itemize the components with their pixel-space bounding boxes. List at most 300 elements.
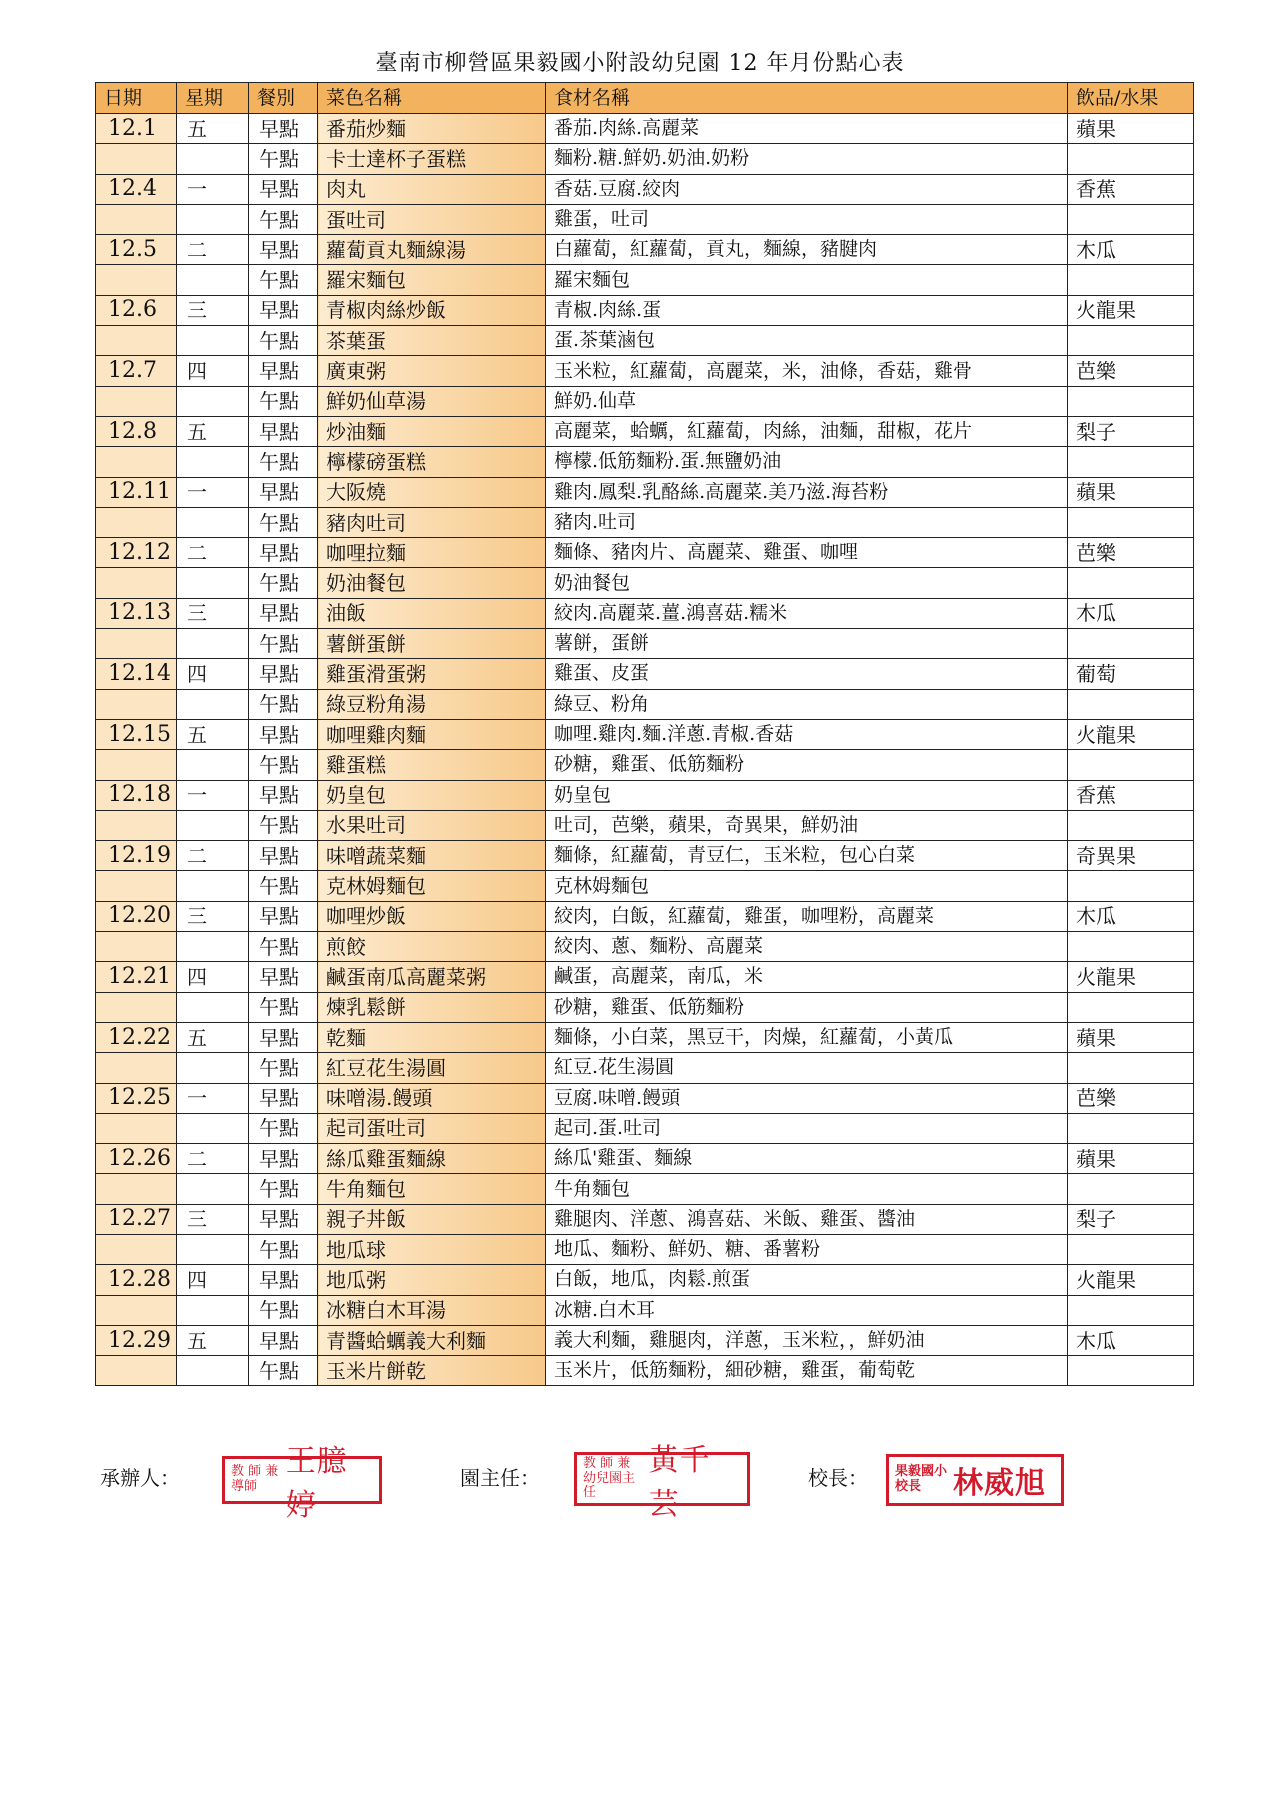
weekday-cell [177, 1234, 249, 1264]
table-row [96, 386, 1194, 416]
date-cell [96, 507, 177, 537]
date-cell: 12.26 [96, 1144, 177, 1174]
dish-name-cell: 番茄炒麵 [318, 114, 546, 144]
dish-name-cell: 咖哩雞肉麵 [318, 719, 546, 749]
table-row [96, 1325, 1194, 1355]
table-row [96, 659, 1194, 689]
ingredients-cell: 冰糖.白木耳 [546, 1295, 1068, 1325]
meal-type-cell: 早點 [249, 719, 318, 749]
fruit-cell: 木瓜 [1068, 235, 1194, 265]
table-row [96, 477, 1194, 507]
weekday-cell [177, 1113, 249, 1143]
fruit-cell: 蘋果 [1068, 477, 1194, 507]
table-row [96, 144, 1194, 174]
weekday-cell [177, 992, 249, 1022]
date-cell: 12.4 [96, 174, 177, 204]
header-fruit: 飲品/水果 [1068, 83, 1194, 114]
meal-type-cell: 早點 [249, 538, 318, 568]
weekday-cell [177, 144, 249, 174]
dish-name-cell: 青椒肉絲炒飯 [318, 295, 546, 325]
fruit-cell: 芭樂 [1068, 356, 1194, 386]
dish-name-cell: 親子丼飯 [318, 1204, 546, 1234]
fruit-cell: 奇異果 [1068, 841, 1194, 871]
principal-label: 校長： [808, 1466, 868, 1490]
handler-label: 承辦人： [100, 1466, 180, 1490]
date-cell [96, 1053, 177, 1083]
fruit-cell [1068, 1295, 1194, 1325]
ingredients-cell: 砂糖，雞蛋、低筋麵粉 [546, 992, 1068, 1022]
fruit-cell [1068, 1234, 1194, 1264]
table-row [96, 356, 1194, 386]
weekday-cell: 四 [177, 356, 249, 386]
fruit-cell [1068, 144, 1194, 174]
table-row [96, 1234, 1194, 1264]
dish-name-cell: 大阪燒 [318, 477, 546, 507]
principal-stamp-name: 林威旭 [953, 1466, 1046, 1501]
date-cell: 12.27 [96, 1204, 177, 1234]
date-cell [96, 932, 177, 962]
header-weekday: 星期 [177, 83, 249, 114]
header-ingredients: 食材名稱 [546, 83, 1068, 114]
table-body [96, 114, 1194, 1386]
meal-type-cell: 早點 [249, 962, 318, 992]
fruit-cell: 火龍果 [1068, 295, 1194, 325]
table-row [96, 538, 1194, 568]
fruit-cell: 芭樂 [1068, 538, 1194, 568]
dish-name-cell: 薯餅蛋餅 [318, 629, 546, 659]
weekday-cell: 一 [177, 477, 249, 507]
dish-name-cell: 克林姆麵包 [318, 871, 546, 901]
meal-type-cell: 早點 [249, 1022, 318, 1052]
meal-type-cell: 午點 [249, 507, 318, 537]
ingredients-cell: 香菇.豆腐.絞肉 [546, 174, 1068, 204]
meal-type-cell: 午點 [249, 810, 318, 840]
meal-type-cell: 午點 [249, 689, 318, 719]
ingredients-cell: 紅豆.花生湯圓 [546, 1053, 1068, 1083]
table-row [96, 901, 1194, 931]
weekday-cell [177, 871, 249, 901]
dish-name-cell: 炒油麵 [318, 416, 546, 446]
page-title: 臺南市柳營區果毅國小附設幼兒園 12 年月份點心表 [375, 51, 905, 76]
ingredients-cell: 雞蛋，吐司 [546, 204, 1068, 234]
meal-type-cell: 午點 [249, 204, 318, 234]
fruit-cell: 木瓜 [1068, 901, 1194, 931]
meal-type-cell: 早點 [249, 477, 318, 507]
date-cell: 12.28 [96, 1265, 177, 1295]
table-row [96, 719, 1194, 749]
weekday-cell: 四 [177, 659, 249, 689]
fruit-cell [1068, 507, 1194, 537]
meal-type-cell: 午點 [249, 386, 318, 416]
ingredients-cell: 地瓜、麵粉、鮮奶、糖、番薯粉 [546, 1234, 1068, 1264]
meal-type-cell: 早點 [249, 901, 318, 931]
date-cell [96, 265, 177, 295]
weekday-cell: 一 [177, 1083, 249, 1113]
dish-name-cell: 牛角麵包 [318, 1174, 546, 1204]
date-cell: 12.8 [96, 416, 177, 446]
dish-name-cell: 地瓜球 [318, 1234, 546, 1264]
weekday-cell [177, 204, 249, 234]
date-cell: 12.11 [96, 477, 177, 507]
ingredients-cell: 奶皇包 [546, 780, 1068, 810]
dish-name-cell: 咖哩炒飯 [318, 901, 546, 931]
date-cell [96, 326, 177, 356]
date-cell: 12.14 [96, 659, 177, 689]
ingredients-cell: 麵條、豬肉片、高麗菜、雞蛋、咖哩 [546, 538, 1068, 568]
meal-type-cell: 午點 [249, 750, 318, 780]
dish-name-cell: 雞蛋滑蛋粥 [318, 659, 546, 689]
weekday-cell [177, 1295, 249, 1325]
dish-name-cell: 起司蛋吐司 [318, 1113, 546, 1143]
table-row [96, 780, 1194, 810]
date-cell [96, 447, 177, 477]
weekday-cell: 三 [177, 598, 249, 628]
fruit-cell: 香蕉 [1068, 780, 1194, 810]
dish-name-cell: 蘿蔔貢丸麵線湯 [318, 235, 546, 265]
dish-name-cell: 咖哩拉麵 [318, 538, 546, 568]
ingredients-cell: 高麗菜，蛤蠣，紅蘿蔔，肉絲，油麵，甜椒，花片 [546, 416, 1068, 446]
fruit-cell [1068, 689, 1194, 719]
fruit-cell [1068, 750, 1194, 780]
ingredients-cell: 番茄.肉絲.高麗菜 [546, 114, 1068, 144]
meal-type-cell: 午點 [249, 265, 318, 295]
dish-name-cell: 鹹蛋南瓜高麗菜粥 [318, 962, 546, 992]
date-cell [96, 1113, 177, 1143]
table-row [96, 992, 1194, 1022]
ingredients-cell: 玉米粒，紅蘿蔔，高麗菜，米，油條，香菇，雞骨 [546, 356, 1068, 386]
weekday-cell: 四 [177, 962, 249, 992]
date-cell: 12.20 [96, 901, 177, 931]
meal-type-cell: 早點 [249, 1144, 318, 1174]
fruit-cell: 香蕉 [1068, 174, 1194, 204]
fruit-cell [1068, 629, 1194, 659]
table-row [96, 689, 1194, 719]
meal-type-cell: 早點 [249, 416, 318, 446]
ingredients-cell: 咖哩.雞肉.麵.洋蔥.青椒.香菇 [546, 719, 1068, 749]
ingredients-cell: 義大利麵，雞腿肉，洋蔥，玉米粒，，鮮奶油 [546, 1325, 1068, 1355]
dish-name-cell: 冰糖白木耳湯 [318, 1295, 546, 1325]
ingredients-cell: 檸檬.低筋麵粉.蛋.無鹽奶油 [546, 447, 1068, 477]
meal-type-cell: 早點 [249, 1204, 318, 1234]
ingredients-cell: 白飯，地瓜，肉鬆.煎蛋 [546, 1265, 1068, 1295]
weekday-cell: 一 [177, 780, 249, 810]
fruit-cell [1068, 386, 1194, 416]
weekday-cell [177, 447, 249, 477]
meal-type-cell: 早點 [249, 1083, 318, 1113]
fruit-cell: 蘋果 [1068, 1144, 1194, 1174]
table-row [96, 204, 1194, 234]
meal-type-cell: 午點 [249, 1174, 318, 1204]
date-cell [96, 992, 177, 1022]
signature-row [0, 1443, 1280, 1542]
meal-type-cell: 早點 [249, 174, 318, 204]
fruit-cell: 梨子 [1068, 1204, 1194, 1234]
weekday-cell [177, 750, 249, 780]
table-row [96, 932, 1194, 962]
weekday-cell: 三 [177, 295, 249, 325]
fruit-cell: 木瓜 [1068, 598, 1194, 628]
ingredients-cell: 麵條，小白菜，黑豆干，肉燥，紅蘿蔔，小黃瓜 [546, 1022, 1068, 1052]
meal-type-cell: 午點 [249, 1234, 318, 1264]
ingredients-cell: 起司.蛋.吐司 [546, 1113, 1068, 1143]
director-stamp-name: 黃千芸 [648, 1443, 711, 1522]
date-cell: 12.12 [96, 538, 177, 568]
weekday-cell [177, 1053, 249, 1083]
ingredients-cell: 雞腿肉、洋蔥、鴻喜菇、米飯、雞蛋、醬油 [546, 1204, 1068, 1234]
fruit-cell [1068, 265, 1194, 295]
weekday-cell [177, 810, 249, 840]
fruit-cell [1068, 871, 1194, 901]
dish-name-cell: 肉丸 [318, 174, 546, 204]
date-cell [96, 1356, 177, 1386]
meal-type-cell: 午點 [249, 144, 318, 174]
meal-type-cell: 午點 [249, 1053, 318, 1083]
dish-name-cell: 卡士達杯子蛋糕 [318, 144, 546, 174]
date-cell [96, 810, 177, 840]
meal-type-cell: 午點 [249, 1113, 318, 1143]
fruit-cell: 火龍果 [1068, 719, 1194, 749]
meal-type-cell: 早點 [249, 356, 318, 386]
weekday-cell: 五 [177, 1325, 249, 1355]
date-cell: 12.7 [96, 356, 177, 386]
dish-name-cell: 煎餃 [318, 932, 546, 962]
date-cell: 12.29 [96, 1325, 177, 1355]
table-row [96, 174, 1194, 204]
meal-type-cell: 早點 [249, 598, 318, 628]
date-cell [96, 871, 177, 901]
ingredients-cell: 克林姆麵包 [546, 871, 1068, 901]
fruit-cell [1068, 204, 1194, 234]
fruit-cell [1068, 1356, 1194, 1386]
meal-type-cell: 早點 [249, 1325, 318, 1355]
meal-type-cell: 午點 [249, 629, 318, 659]
fruit-cell: 梨子 [1068, 416, 1194, 446]
table-row [96, 1022, 1194, 1052]
ingredients-cell: 吐司，芭樂，蘋果，奇異果，鮮奶油 [546, 810, 1068, 840]
fruit-cell: 木瓜 [1068, 1325, 1194, 1355]
ingredients-cell: 玉米片，低筋麵粉，細砂糖，雞蛋，葡萄乾 [546, 1356, 1068, 1386]
table-row [96, 1295, 1194, 1325]
table-row [96, 114, 1194, 144]
fruit-cell [1068, 1113, 1194, 1143]
handler-stamp-name: 王臆婷 [285, 1444, 348, 1523]
principal-stamp-title: 果毅國小 校長 [895, 1464, 948, 1494]
ingredients-cell: 薯餅，蛋餅 [546, 629, 1068, 659]
fruit-cell [1068, 447, 1194, 477]
ingredients-cell: 絞肉、蔥、麵粉、高麗菜 [546, 932, 1068, 962]
dish-name-cell: 雞蛋糕 [318, 750, 546, 780]
weekday-cell: 五 [177, 1022, 249, 1052]
weekday-cell: 二 [177, 841, 249, 871]
ingredients-cell: 絲瓜'雞蛋、麵線 [546, 1144, 1068, 1174]
dish-name-cell: 奶皇包 [318, 780, 546, 810]
header-dish: 菜色名稱 [318, 83, 546, 114]
table-row [96, 507, 1194, 537]
fruit-cell: 蘋果 [1068, 1022, 1194, 1052]
ingredients-cell: 麵粉.糖.鮮奶.奶油.奶粉 [546, 144, 1068, 174]
dish-name-cell: 絲瓜雞蛋麵線 [318, 1144, 546, 1174]
dish-name-cell: 味噌蔬菜麵 [318, 841, 546, 871]
dish-name-cell: 煉乳鬆餅 [318, 992, 546, 1022]
weekday-cell [177, 689, 249, 719]
ingredients-cell: 綠豆、粉角 [546, 689, 1068, 719]
table-row [96, 629, 1194, 659]
date-cell: 12.19 [96, 841, 177, 871]
weekday-cell: 五 [177, 416, 249, 446]
weekday-cell: 二 [177, 235, 249, 265]
meal-type-cell: 早點 [249, 114, 318, 144]
table-row [96, 1204, 1194, 1234]
weekday-cell: 三 [177, 1204, 249, 1234]
ingredients-cell: 奶油餐包 [546, 568, 1068, 598]
fruit-cell [1068, 568, 1194, 598]
weekday-cell: 五 [177, 114, 249, 144]
date-cell [96, 629, 177, 659]
handler-stamp-title: 教 師 兼導師 [231, 1464, 279, 1494]
director-stamp-title: 教 師 兼 幼兒園主任 [583, 1455, 636, 1501]
fruit-cell [1068, 1053, 1194, 1083]
table-row [96, 841, 1194, 871]
dish-name-cell: 奶油餐包 [318, 568, 546, 598]
ingredients-cell: 鹹蛋，高麗菜，南瓜，米 [546, 962, 1068, 992]
dish-name-cell: 蛋吐司 [318, 204, 546, 234]
ingredients-cell: 麵條，紅蘿蔔，青豆仁，玉米粒，包心白菜 [546, 841, 1068, 871]
meal-type-cell: 早點 [249, 295, 318, 325]
ingredients-cell: 青椒.肉絲.蛋 [546, 295, 1068, 325]
weekday-cell: 二 [177, 1144, 249, 1174]
table-row [96, 265, 1194, 295]
meal-type-cell: 午點 [249, 326, 318, 356]
date-cell: 12.21 [96, 962, 177, 992]
fruit-cell: 葡萄 [1068, 659, 1194, 689]
snack-menu-table [95, 82, 1194, 1386]
date-cell: 12.5 [96, 235, 177, 265]
dish-name-cell: 檸檬磅蛋糕 [318, 447, 546, 477]
ingredients-cell: 羅宋麵包 [546, 265, 1068, 295]
fruit-cell: 蘋果 [1068, 114, 1194, 144]
weekday-cell: 四 [177, 1265, 249, 1295]
table-row [96, 1174, 1194, 1204]
date-cell: 12.6 [96, 295, 177, 325]
director-label: 園主任： [460, 1466, 540, 1490]
table-row [96, 326, 1194, 356]
ingredients-cell: 豬肉.吐司 [546, 507, 1068, 537]
dish-name-cell: 玉米片餅乾 [318, 1356, 546, 1386]
dish-name-cell: 茶葉蛋 [318, 326, 546, 356]
table-header-row [96, 83, 1194, 114]
meal-type-cell: 午點 [249, 992, 318, 1022]
ingredients-cell: 砂糖，雞蛋、低筋麵粉 [546, 750, 1068, 780]
header-date: 日期 [96, 83, 177, 114]
ingredients-cell: 絞肉.高麗菜.薑.鴻喜菇.糯米 [546, 598, 1068, 628]
fruit-cell: 火龍果 [1068, 1265, 1194, 1295]
fruit-cell [1068, 1174, 1194, 1204]
date-cell [96, 1295, 177, 1325]
dish-name-cell: 水果吐司 [318, 810, 546, 840]
dish-name-cell: 油飯 [318, 598, 546, 628]
table-row [96, 810, 1194, 840]
weekday-cell [177, 265, 249, 295]
meal-type-cell: 早點 [249, 841, 318, 871]
fruit-cell [1068, 992, 1194, 1022]
table-row [96, 871, 1194, 901]
meal-type-cell: 午點 [249, 1356, 318, 1386]
weekday-cell [177, 507, 249, 537]
weekday-cell [177, 386, 249, 416]
weekday-cell: 五 [177, 719, 249, 749]
meal-type-cell: 早點 [249, 235, 318, 265]
meal-type-cell: 午點 [249, 871, 318, 901]
fruit-cell: 火龍果 [1068, 962, 1194, 992]
weekday-cell: 二 [177, 538, 249, 568]
ingredients-cell: 蛋.茶葉滷包 [546, 326, 1068, 356]
ingredients-cell: 雞蛋、皮蛋 [546, 659, 1068, 689]
date-cell [96, 386, 177, 416]
date-cell: 12.18 [96, 780, 177, 810]
meal-type-cell: 午點 [249, 932, 318, 962]
date-cell: 12.15 [96, 719, 177, 749]
dish-name-cell: 味噌湯.饅頭 [318, 1083, 546, 1113]
date-cell [96, 1234, 177, 1264]
table-row [96, 1265, 1194, 1295]
meal-type-cell: 午點 [249, 568, 318, 598]
date-cell [96, 568, 177, 598]
weekday-cell [177, 1174, 249, 1204]
table-row [96, 1113, 1194, 1143]
meal-type-cell: 早點 [249, 659, 318, 689]
dish-name-cell: 豬肉吐司 [318, 507, 546, 537]
date-cell: 12.1 [96, 114, 177, 144]
fruit-cell: 芭樂 [1068, 1083, 1194, 1113]
meal-type-cell: 午點 [249, 1295, 318, 1325]
meal-type-cell: 早點 [249, 780, 318, 810]
date-cell [96, 144, 177, 174]
weekday-cell [177, 1356, 249, 1386]
table-row [96, 235, 1194, 265]
weekday-cell: 三 [177, 901, 249, 931]
table-row [96, 1053, 1194, 1083]
table-row [96, 1144, 1194, 1174]
date-cell: 12.22 [96, 1022, 177, 1052]
dish-name-cell: 羅宋麵包 [318, 265, 546, 295]
dish-name-cell: 綠豆粉角湯 [318, 689, 546, 719]
dish-name-cell: 紅豆花生湯圓 [318, 1053, 546, 1083]
table-row [96, 568, 1194, 598]
weekday-cell [177, 326, 249, 356]
table-row [96, 416, 1194, 446]
weekday-cell [177, 629, 249, 659]
ingredients-cell: 絞肉，白飯，紅蘿蔔，雞蛋，咖哩粉，高麗菜 [546, 901, 1068, 931]
fruit-cell [1068, 326, 1194, 356]
dish-name-cell: 乾麵 [318, 1022, 546, 1052]
dish-name-cell: 青醬蛤蠣義大利麵 [318, 1325, 546, 1355]
date-cell: 12.13 [96, 598, 177, 628]
dish-name-cell: 地瓜粥 [318, 1265, 546, 1295]
dish-name-cell: 鮮奶仙草湯 [318, 386, 546, 416]
handler-stamp [222, 1444, 382, 1523]
table-row [96, 962, 1194, 992]
date-cell [96, 689, 177, 719]
date-cell [96, 750, 177, 780]
ingredients-cell: 白蘿蔔，紅蘿蔔，貢丸，麵線，豬腱肉 [546, 235, 1068, 265]
weekday-cell: 一 [177, 174, 249, 204]
ingredients-cell: 牛角麵包 [546, 1174, 1068, 1204]
table-row [96, 598, 1194, 628]
ingredients-cell: 豆腐.味噌.饅頭 [546, 1083, 1068, 1113]
principal-stamp [886, 1454, 1064, 1506]
table-row [96, 1083, 1194, 1113]
table-row [96, 295, 1194, 325]
